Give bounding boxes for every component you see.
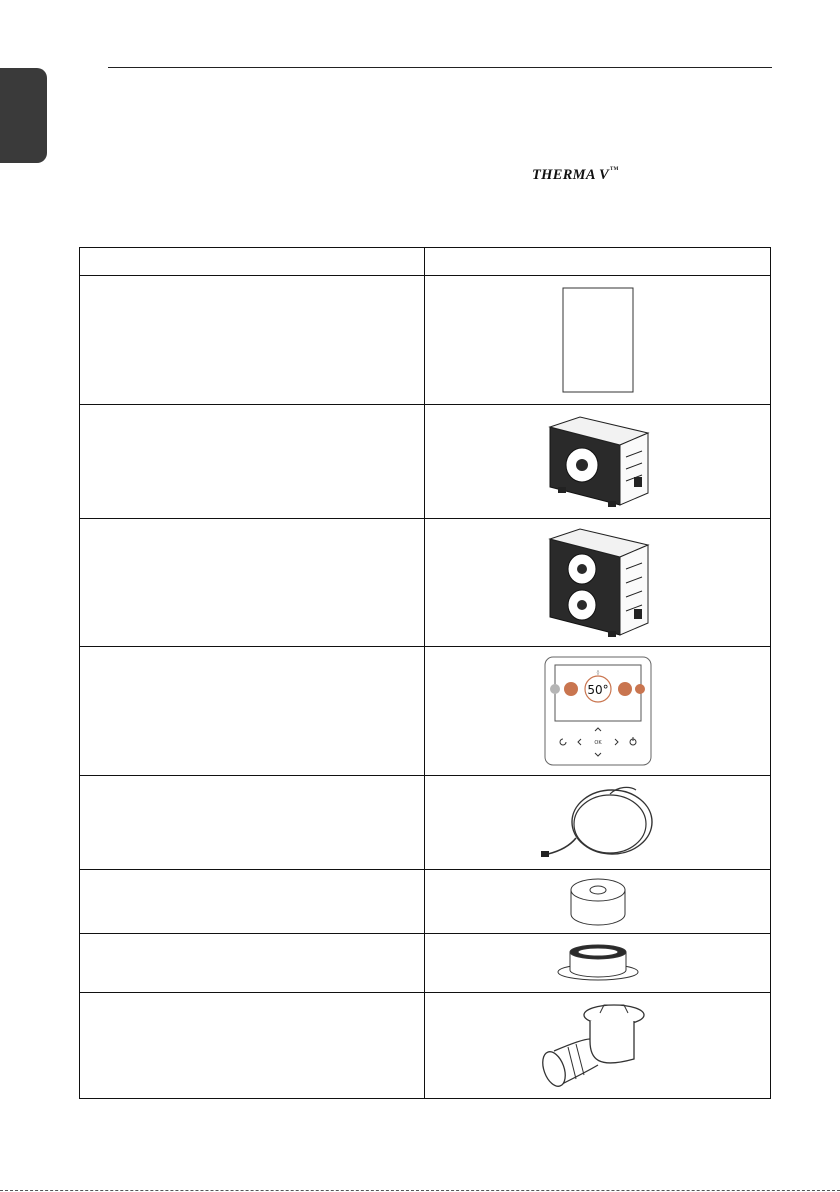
therma-v-logo: THERMA V™ <box>532 167 619 183</box>
part-illustration-cell <box>425 519 771 647</box>
part-illustration-cell <box>425 276 771 405</box>
remote-controller-icon <box>543 655 653 767</box>
section-tab <box>0 68 47 163</box>
controller-temperature-display: 50° <box>586 683 609 697</box>
accessories-table <box>79 247 771 1099</box>
part-name-cell <box>80 993 425 1099</box>
column-header-name <box>80 248 425 276</box>
column-header-shape <box>425 248 771 276</box>
part-name-cell <box>80 276 425 405</box>
table-header-row <box>80 248 771 276</box>
page-bottom-edge <box>0 1190 840 1191</box>
drain-elbow-icon <box>538 999 658 1093</box>
part-name-cell <box>80 870 425 934</box>
part-illustration-cell <box>425 405 771 519</box>
part-illustration-cell <box>425 993 771 1099</box>
table-row <box>80 934 771 993</box>
controller-ok-label: OK <box>593 740 602 746</box>
part-name-cell <box>80 934 425 993</box>
manual-booklet-icon <box>562 287 634 393</box>
header-rule <box>108 67 772 68</box>
table-row <box>80 647 771 776</box>
part-name-cell <box>80 405 425 519</box>
table-row <box>80 405 771 519</box>
table-row <box>80 870 771 934</box>
table-row <box>80 519 771 647</box>
part-illustration-cell <box>425 647 771 776</box>
part-illustration-cell <box>425 934 771 993</box>
outdoor-unit-dual-fan-icon <box>546 527 650 639</box>
part-name-cell <box>80 647 425 776</box>
coiled-cable-icon <box>538 782 658 864</box>
outdoor-unit-single-fan-icon <box>546 415 650 509</box>
part-name-cell <box>80 519 425 647</box>
drain-cap-icon <box>556 942 640 984</box>
table-row <box>80 776 771 870</box>
part-name-cell <box>80 776 425 870</box>
part-illustration-cell <box>425 776 771 870</box>
insulation-ring-icon <box>567 876 629 928</box>
table-row <box>80 993 771 1099</box>
part-illustration-cell <box>425 870 771 934</box>
svg-text:◊: ◊ <box>596 670 599 676</box>
table-row <box>80 276 771 405</box>
